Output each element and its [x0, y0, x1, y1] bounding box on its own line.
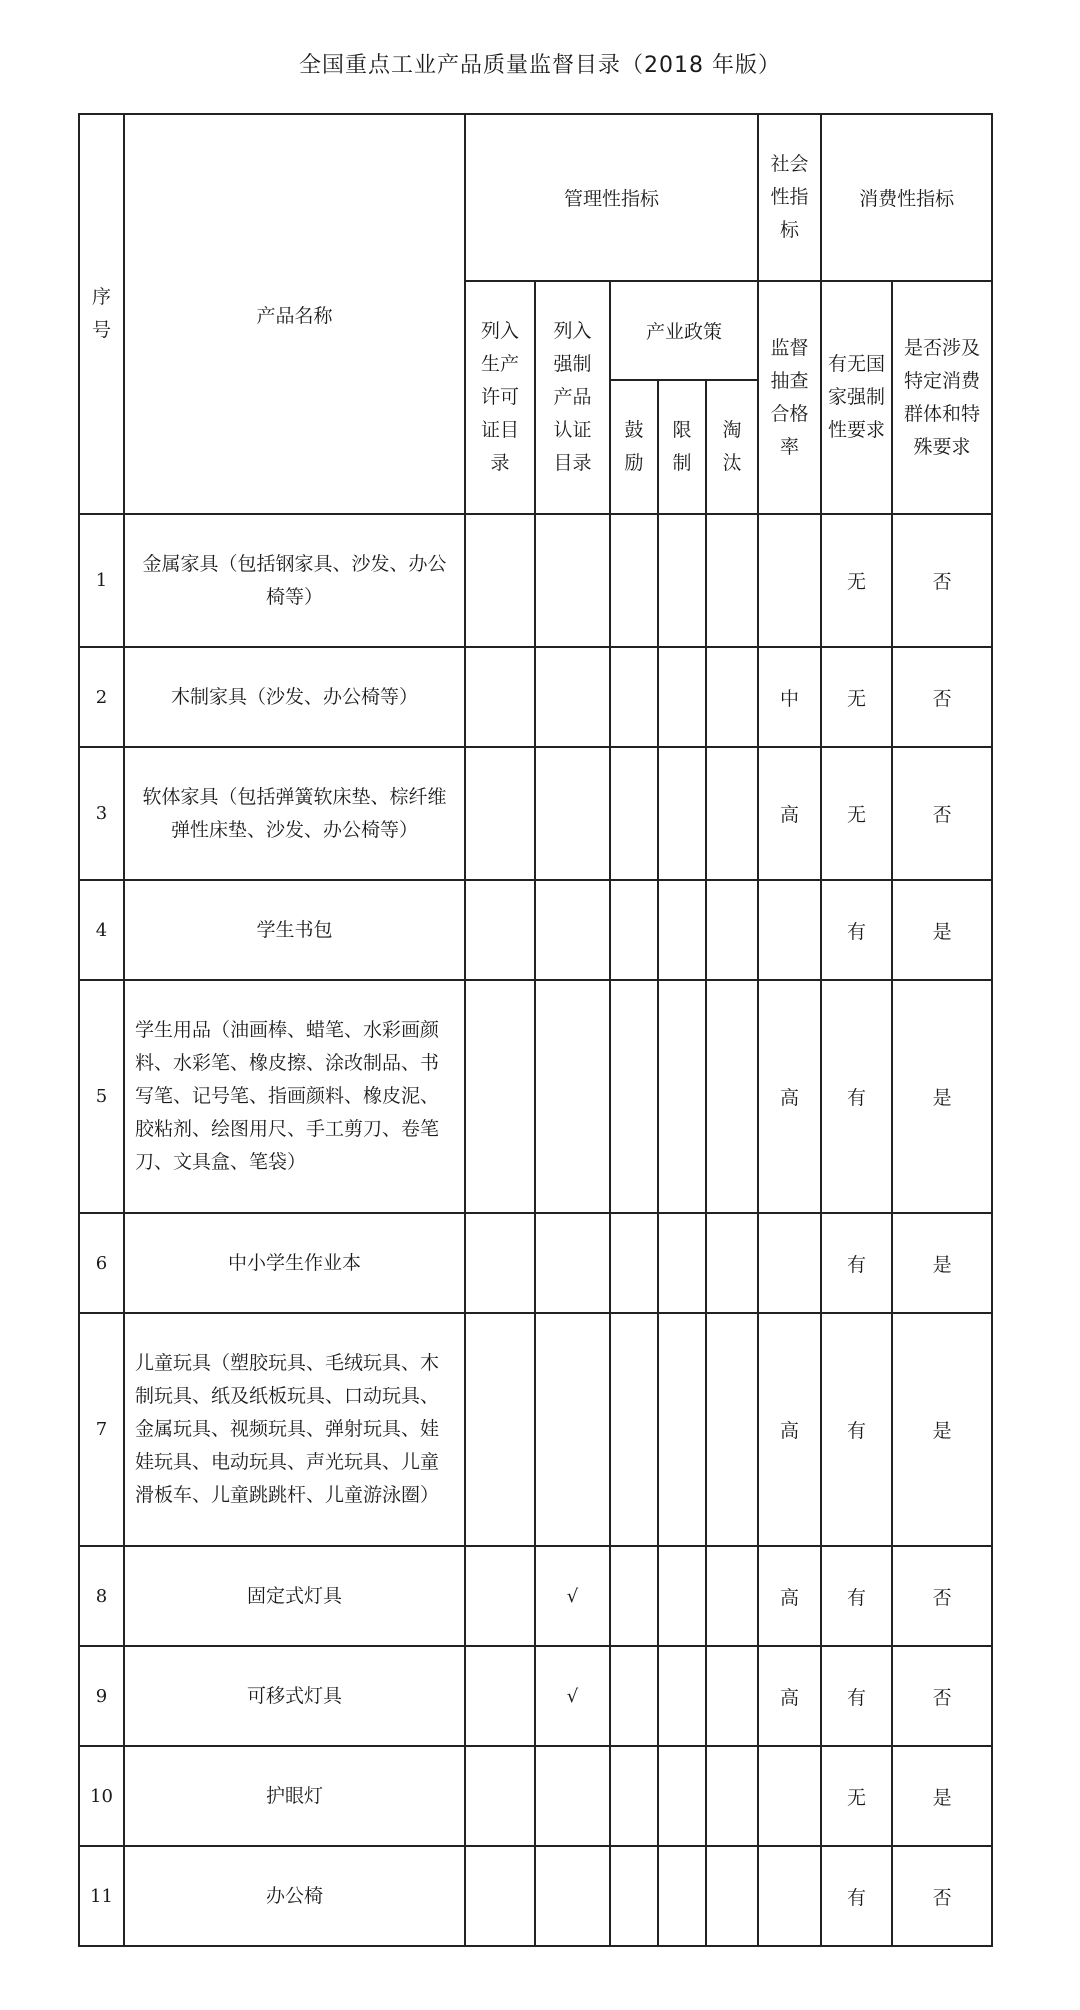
- pass-rate-cell: [758, 1746, 821, 1846]
- license-cell: [465, 1313, 535, 1546]
- special-cell: 是: [892, 1746, 992, 1846]
- header-product-name: 产品名称: [124, 114, 465, 514]
- table-row: [79, 1646, 992, 1746]
- header-license: 列入生产许可证目录: [465, 281, 535, 514]
- eliminate-cell: [706, 1213, 758, 1313]
- mandatory-cell: 无: [821, 1746, 892, 1846]
- license-cell: [465, 1213, 535, 1313]
- pass-rate-cell: 高: [758, 980, 821, 1213]
- restrict-cell: [658, 980, 706, 1213]
- restrict-cell: [658, 1213, 706, 1313]
- header-social: 社会性指标: [758, 114, 821, 281]
- product-name: 金属家具（包括钢家具、沙发、办公椅等）: [124, 514, 465, 647]
- mandatory-cell: 无: [821, 514, 892, 647]
- eliminate-cell: [706, 1546, 758, 1646]
- license-cell: [465, 1546, 535, 1646]
- special-cell: 否: [892, 1846, 992, 1946]
- ccc-cell: [535, 1846, 610, 1946]
- special-cell: 否: [892, 747, 992, 880]
- ccc-cell: [535, 1213, 610, 1313]
- special-cell: 否: [892, 647, 992, 747]
- table-row: [79, 880, 992, 980]
- mandatory-cell: 有: [821, 880, 892, 980]
- eliminate-cell: [706, 747, 758, 880]
- ccc-cell: [535, 514, 610, 647]
- special-cell: 否: [892, 1546, 992, 1646]
- catalog-table: [78, 113, 993, 1947]
- restrict-cell: [658, 747, 706, 880]
- pass-rate-cell: [758, 1213, 821, 1313]
- eliminate-cell: [706, 1313, 758, 1546]
- special-cell: 是: [892, 880, 992, 980]
- table-row: [79, 647, 992, 747]
- row-seq: 2: [79, 647, 124, 747]
- row-seq: 1: [79, 514, 124, 647]
- pass-rate-cell: 高: [758, 1646, 821, 1746]
- header-policy: 产业政策: [610, 281, 758, 380]
- license-cell: [465, 514, 535, 647]
- encourage-cell: [610, 1646, 658, 1746]
- restrict-cell: [658, 1746, 706, 1846]
- license-cell: [465, 1746, 535, 1846]
- mandatory-cell: 有: [821, 1646, 892, 1746]
- product-name: 学生书包: [124, 880, 465, 980]
- header-seq: 序号: [79, 114, 124, 514]
- restrict-cell: [658, 647, 706, 747]
- document-title: 全国重点工业产品质量监督目录（2018 年版）: [299, 53, 781, 78]
- pass-rate-cell: 高: [758, 747, 821, 880]
- encourage-cell: [610, 747, 658, 880]
- row-seq: 8: [79, 1546, 124, 1646]
- encourage-cell: [610, 1313, 658, 1546]
- table-row: [79, 980, 992, 1213]
- license-cell: [465, 647, 535, 747]
- ccc-cell: √: [535, 1646, 610, 1746]
- product-name: 中小学生作业本: [124, 1213, 465, 1313]
- encourage-cell: [610, 1546, 658, 1646]
- encourage-cell: [610, 647, 658, 747]
- restrict-cell: [658, 1313, 706, 1546]
- eliminate-cell: [706, 880, 758, 980]
- encourage-cell: [610, 1746, 658, 1846]
- ccc-cell: [535, 647, 610, 747]
- header-restrict: 限制: [658, 380, 706, 514]
- table-row: [79, 1213, 992, 1313]
- encourage-cell: [610, 980, 658, 1213]
- mandatory-cell: 有: [821, 1846, 892, 1946]
- product-name: 办公椅: [124, 1846, 465, 1946]
- pass-rate-cell: [758, 514, 821, 647]
- license-cell: [465, 1846, 535, 1946]
- ccc-cell: √: [535, 1546, 610, 1646]
- header-encourage: 鼓励: [610, 380, 658, 514]
- license-cell: [465, 1646, 535, 1746]
- special-cell: 是: [892, 980, 992, 1213]
- ccc-cell: [535, 880, 610, 980]
- encourage-cell: [610, 880, 658, 980]
- ccc-cell: [535, 747, 610, 880]
- product-name: 儿童玩具（塑胶玩具、毛绒玩具、木制玩具、纸及纸板玩具、口动玩具、金属玩具、视频玩具、弹射玩具、娃娃玩具、电动玩具、声光玩具、儿童滑板车、儿童跳跳杆、儿童游泳圈）: [124, 1313, 465, 1546]
- special-cell: 否: [892, 514, 992, 647]
- table-row: [79, 1313, 992, 1546]
- table-row: [79, 1746, 992, 1846]
- product-name: 学生用品（油画棒、蜡笔、水彩画颜料、水彩笔、橡皮擦、涂改制品、书写笔、记号笔、指画颜料、橡皮泥、胶粘剂、绘图用尺、手工剪刀、卷笔刀、文具盒、笔袋）: [124, 980, 465, 1213]
- ccc-cell: [535, 980, 610, 1213]
- restrict-cell: [658, 1646, 706, 1746]
- restrict-cell: [658, 1546, 706, 1646]
- product-name: 可移式灯具: [124, 1646, 465, 1746]
- row-seq: 7: [79, 1313, 124, 1546]
- mandatory-cell: 有: [821, 1546, 892, 1646]
- mandatory-cell: 无: [821, 747, 892, 880]
- row-seq: 3: [79, 747, 124, 880]
- pass-rate-cell: 高: [758, 1313, 821, 1546]
- ccc-cell: [535, 1313, 610, 1546]
- header-eliminate: 淘汰: [706, 380, 758, 514]
- restrict-cell: [658, 880, 706, 980]
- eliminate-cell: [706, 647, 758, 747]
- eliminate-cell: [706, 1646, 758, 1746]
- row-seq: 11: [79, 1846, 124, 1946]
- product-name: 软体家具（包括弹簧软床垫、棕纤维弹性床垫、沙发、办公椅等）: [124, 747, 465, 880]
- row-seq: 9: [79, 1646, 124, 1746]
- table-row: [79, 1846, 992, 1946]
- row-seq: 4: [79, 880, 124, 980]
- eliminate-cell: [706, 1846, 758, 1946]
- table-row: [79, 514, 992, 647]
- pass-rate-cell: [758, 1846, 821, 1946]
- product-name: 木制家具（沙发、办公椅等）: [124, 647, 465, 747]
- mandatory-cell: 有: [821, 1313, 892, 1546]
- product-name: 固定式灯具: [124, 1546, 465, 1646]
- product-name: 护眼灯: [124, 1746, 465, 1846]
- header-management: 管理性指标: [465, 114, 758, 281]
- row-seq: 5: [79, 980, 124, 1213]
- special-cell: 否: [892, 1646, 992, 1746]
- header-pass-rate: 监督抽查合格率: [758, 281, 821, 514]
- pass-rate-cell: [758, 880, 821, 980]
- eliminate-cell: [706, 514, 758, 647]
- special-cell: 是: [892, 1313, 992, 1546]
- eliminate-cell: [706, 1746, 758, 1846]
- ccc-cell: [535, 1746, 610, 1846]
- special-cell: 是: [892, 1213, 992, 1313]
- encourage-cell: [610, 1213, 658, 1313]
- pass-rate-cell: 中: [758, 647, 821, 747]
- pass-rate-cell: 高: [758, 1546, 821, 1646]
- header-special: 是否涉及特定消费群体和特殊要求: [892, 281, 992, 514]
- row-seq: 6: [79, 1213, 124, 1313]
- mandatory-cell: 有: [821, 1213, 892, 1313]
- header-ccc: 列入强制产品认证目录: [535, 281, 610, 514]
- row-seq: 10: [79, 1746, 124, 1846]
- mandatory-cell: 有: [821, 980, 892, 1213]
- table-row: [79, 1546, 992, 1646]
- license-cell: [465, 980, 535, 1213]
- mandatory-cell: 无: [821, 647, 892, 747]
- encourage-cell: [610, 1846, 658, 1946]
- license-cell: [465, 747, 535, 880]
- table-row: [79, 747, 992, 880]
- eliminate-cell: [706, 980, 758, 1213]
- header-mandatory: 有无国家强制性要求: [821, 281, 892, 514]
- header-consumer: 消费性指标: [821, 114, 992, 281]
- restrict-cell: [658, 514, 706, 647]
- license-cell: [465, 880, 535, 980]
- restrict-cell: [658, 1846, 706, 1946]
- encourage-cell: [610, 514, 658, 647]
